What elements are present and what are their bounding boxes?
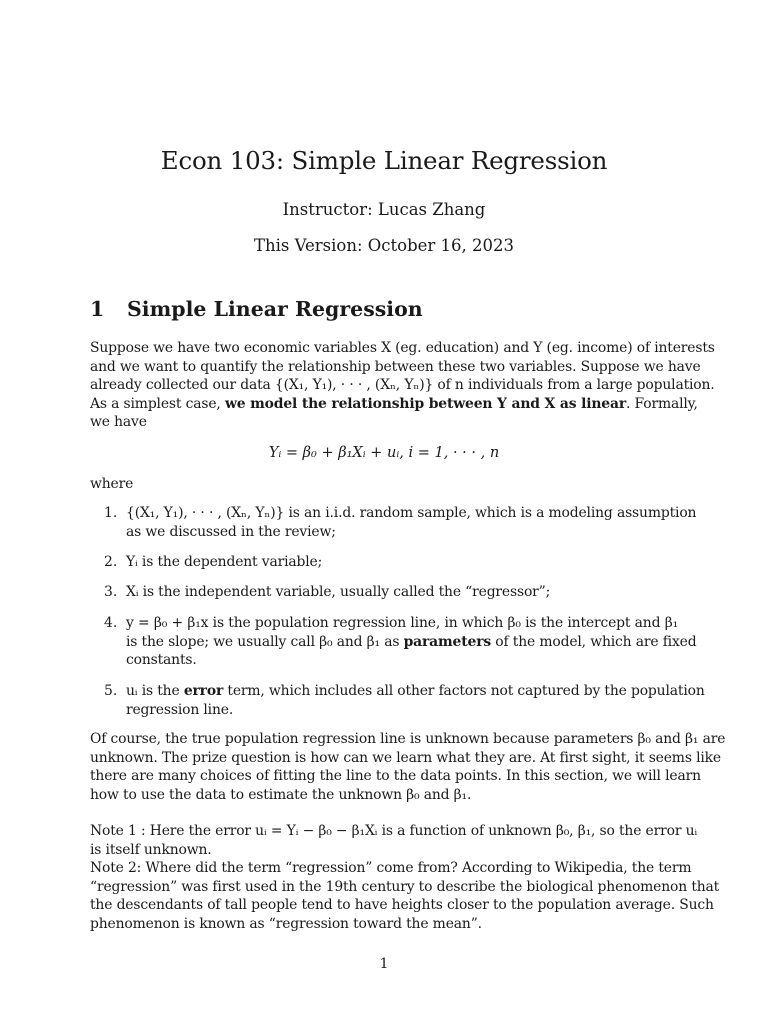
where-label: where: [90, 476, 134, 492]
intro-line-5: we have: [90, 414, 147, 430]
list-item-1-line-2: as we discussed in the review;: [126, 524, 336, 540]
error-bold: error: [183, 683, 224, 699]
para2-line-3: there are many choices of fitting the line to the data points. In this section, we will learn: [90, 768, 701, 784]
list-item-4-line-2-start: is the slope; we usually call β₀ and β₁ as: [126, 634, 404, 650]
intro-line-2: and we want to quantify the relationship between these two variables. Suppose we have: [90, 359, 701, 375]
para2-line-1: Of course, the true population regression line is unknown because parameters β₀ and β₁ are: [90, 731, 726, 747]
list-item-4-line-1: y = β₀ + β₁x is the population regression line, in which β₀ is the intercept and β₁: [126, 615, 678, 631]
intro-line-3: already collected our data {(X₁, Y₁), · · · , (Xₙ, Yₙ)} of n individuals from a large population.: [90, 377, 715, 393]
list-item-5-line-1-end: term, which includes all other factors not captured by the population: [223, 683, 705, 699]
list-item-2: Yᵢ is the dependent variable;: [126, 554, 323, 570]
note2-line-1: Note 2: Where did the term “regression” come from? According to Wikipedia, the term: [90, 860, 692, 876]
intro-line-1: Suppose we have two economic variables X (eg. education) and Y (eg. income) of interests: [90, 340, 715, 356]
note2-line-2: “regression” was first used in the 19th century to describe the biological phenomenon that: [90, 879, 720, 895]
intro-line-4-start: As a simplest case,: [90, 396, 225, 412]
version-date: This Version: October 16, 2023: [253, 236, 515, 255]
list-number-2: 2.: [104, 554, 118, 570]
intro-bold-phrase: we model the relationship between Y and X as linear: [224, 396, 626, 412]
list-item-1-line-1: {(X₁, Y₁), · · · , (Xₙ, Yₙ)} is an i.i.d. random sample, which is a modeling assumption: [126, 505, 697, 521]
document-title: Econ 103: Simple Linear Regression: [160, 146, 608, 175]
note2-line-3: the descendants of tall people tend to have heights closer to the population average. Such: [90, 897, 714, 913]
intro-line-4-end: . Formally,: [625, 396, 698, 412]
para2-line-4: how to use the data to estimate the unknown β₀ and β₁.: [90, 787, 472, 803]
section-heading: [90, 297, 423, 321]
instructor-line: Instructor: Lucas Zhang: [282, 200, 486, 219]
list-number-4: 4.: [104, 615, 118, 631]
note2-line-4: phenomenon is known as “regression toward the mean”.: [90, 916, 482, 932]
list-item-5-line-1-start: uᵢ is the: [126, 683, 184, 699]
list-number-3: 3.: [104, 584, 118, 600]
list-item-4-line-2: [126, 634, 697, 650]
list-item-4-line-3: constants.: [126, 652, 197, 668]
parameters-bold: parameters: [403, 634, 492, 650]
intro-line-4: [90, 396, 698, 412]
section-title: Simple Linear Regression: [127, 297, 423, 321]
page-number: 1: [379, 956, 389, 972]
section-number: 1: [90, 297, 105, 321]
list-item-5-line-2: regression line.: [126, 702, 234, 718]
list-number-1: 1.: [104, 505, 118, 521]
para2-line-2: unknown. The prize question is how can we learn what they are. At first sight, it seems like: [90, 750, 721, 766]
note1-line-2: is itself unknown.: [90, 842, 212, 858]
list-item-4-line-2-end: of the model, which are fixed: [491, 634, 697, 650]
list-item-3: Xᵢ is the independent variable, usually called the “regressor”;: [126, 584, 551, 600]
list-item-5-line-1: [126, 683, 705, 699]
list-number-5: 5.: [104, 683, 118, 699]
note1-line-1: Note 1 : Here the error uᵢ = Yᵢ − β₀ − β₁Xᵢ is a function of unknown β₀, β₁, so the error uᵢ: [90, 823, 698, 839]
regression-equation: Yᵢ = β₀ + β₁Xᵢ + uᵢ, i = 1, · · · , n: [268, 445, 500, 461]
